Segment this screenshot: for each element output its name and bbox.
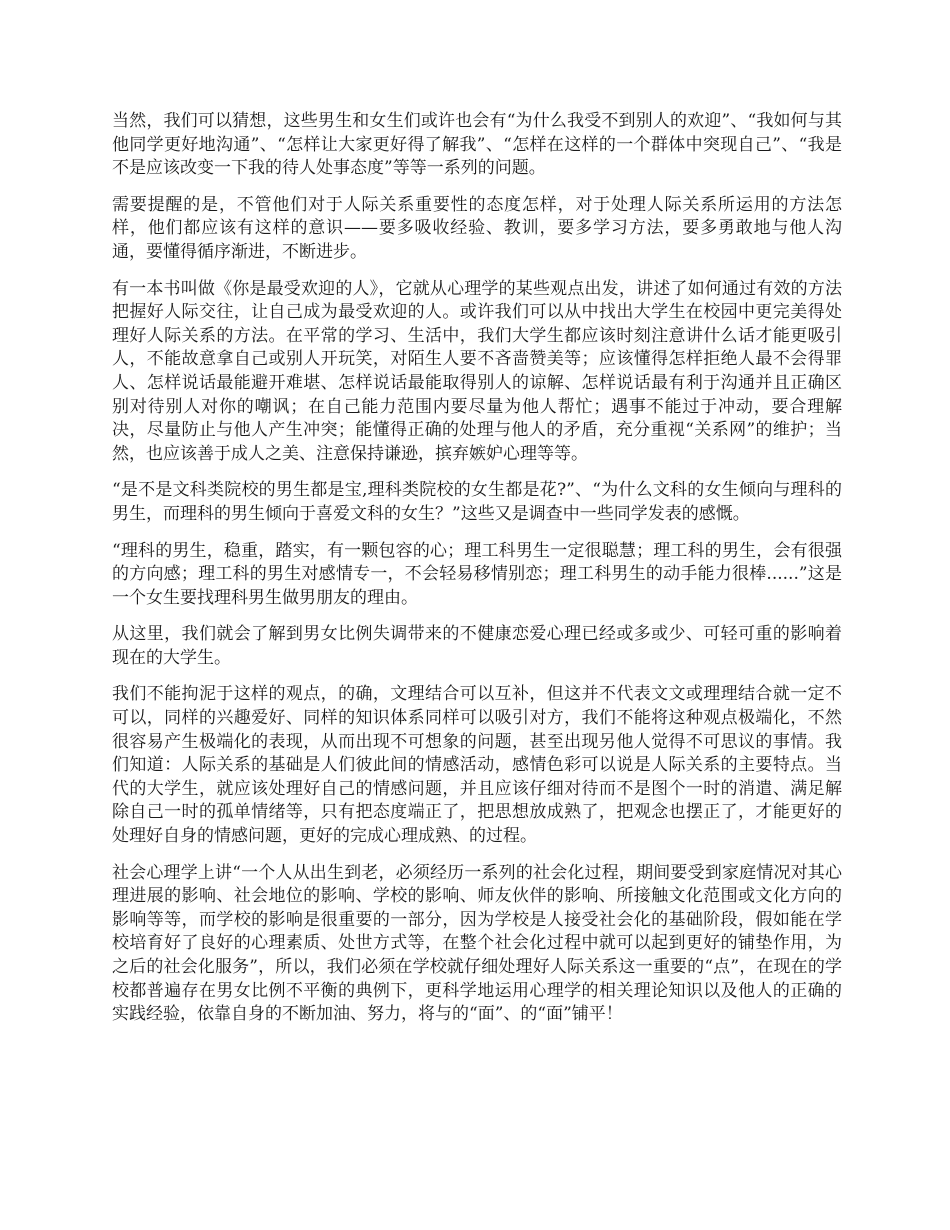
paragraph: 我们不能拘泥于这样的观点，的确，文理结合可以互补，但这并不代表文文或理理结合就一定不可以，同样的兴趣爱好、同样的知识体系同样可以吸引对方，我们不能将这种观点极端化，不然很容易产生极端化的表现，从而出现不可想象的问题，甚至出现另他人觉得不可思议的事情。我们知道：人际关系的基础是人们彼此间的情感活动，感情色彩可以说是人际关系的主要特点。当代的大学生，就应该处理好自己的情感问题，并且应该仔细对待而不是图个一时的消遣、满足解除自己一时的孤单情绪等，只有把态度端正了，把思想放成熟了，把观念也摆正了，才能更好的处理好自身的情感问题，更好的完成心理成熟、的过程。 [112,684,842,847]
paragraph: 从这里，我们就会了解到男女比例失调带来的不健康恋爱心理已经或多或少、可轻可重的影响着现在的大学生。 [112,624,842,668]
paragraph: 有一本书叫做《你是最受欢迎的人》，它就从心理学的某些观点出发，讲述了如何通过有效的方法把握好人际交往，让自己成为最受欢迎的人。或许我们可以从中找出大学生在校园中更完美得处理好人际关系的方法。在平常的学习、生活中，我们大学生都应该时刻注意讲什么话才能更吸引人，不能故意拿自己或别人开玩笑，对陌生人要不吝啬赞美等；应该懂得怎样拒绝人最不会得罪人、怎样说话最能避开难堪、怎样说话最能取得别人的谅解、怎样说话最有利于沟通并且正确区别对待别人对你的嘲讽；在自己能力范围内要尽量为他人帮忙；遇事不能过于冲动，要合理解决，尽量防止与他人产生冲突；能懂得正确的处理与他人的矛盾，充分重视“关系网”的维护；当然，也应该善于成人之美、注意保持谦逊，摈弃嫉妒心理等等。 [112,278,842,464]
document-body [112,110,842,1040]
paragraph: 需要提醒的是，不管他们对于人际关系重要性的态度怎样，对于处理人际关系所运用的方法怎样，他们都应该有这样的意识——要多吸收经验、教训，要多学习方法，要多勇敢地与他人沟通，要懂得循序渐进，不断进步。 [112,194,842,262]
paragraph: 当然，我们可以猜想，这些男生和女生们或许也会有“为什么我受不到别人的欢迎”、“我如何与其他同学更好地沟通”、“怎样让大家更好得了解我”、“怎样在这样的一个群体中突现自己”、“我是不是应该改变一下我的待人处事态度”等等一系列的问题。 [112,111,842,179]
paragraph: “理科的男生，稳重，踏实，有一颗包容的心；理工科男生一定很聪慧；理工科的男生，会有很强的方向感；理工科的男生对感情专一，不会轻易移情别恋；理工科男生的动手能力很棒......”这是一个女生要找理科男生做男朋友的理由。 [112,540,842,608]
paragraph: 社会心理学上讲“一个人从出生到老，必须经历一系列的社会化过程，期间要受到家庭情况对其心理进展的影响、社会地位的影响、学校的影响、师友伙伴的影响、所接触文化范围或文化方向的影响等等，而学校的影响是很重要的一部分，因为学校是人接受社会化的基础阶段，假如能在学校培育好了良好的心理素质、处世方式等，在整个社会化过程中就可以起到更好的铺垫作用，为之后的社会化服务”，所以，我们必须在学校就仔细处理好人际关系这一重要的“点”，在现在的学校都普遍存在男女比例不平衡的典例下，更科学地运用心理学的相关理论知识以及他人的正确的实践经验，依靠自身的不断加油、努力，将与的“面”、的“面”铺平！ [112,862,842,1025]
paragraph: “是不是文科类院校的男生都是宝,理科类院校的女生都是花?”、“为什么文科的女生倾向与理科的男生，而理科的男生倾向于喜爱文科的女生？”这些又是调查中一些同学发表的感慨。 [112,480,842,524]
